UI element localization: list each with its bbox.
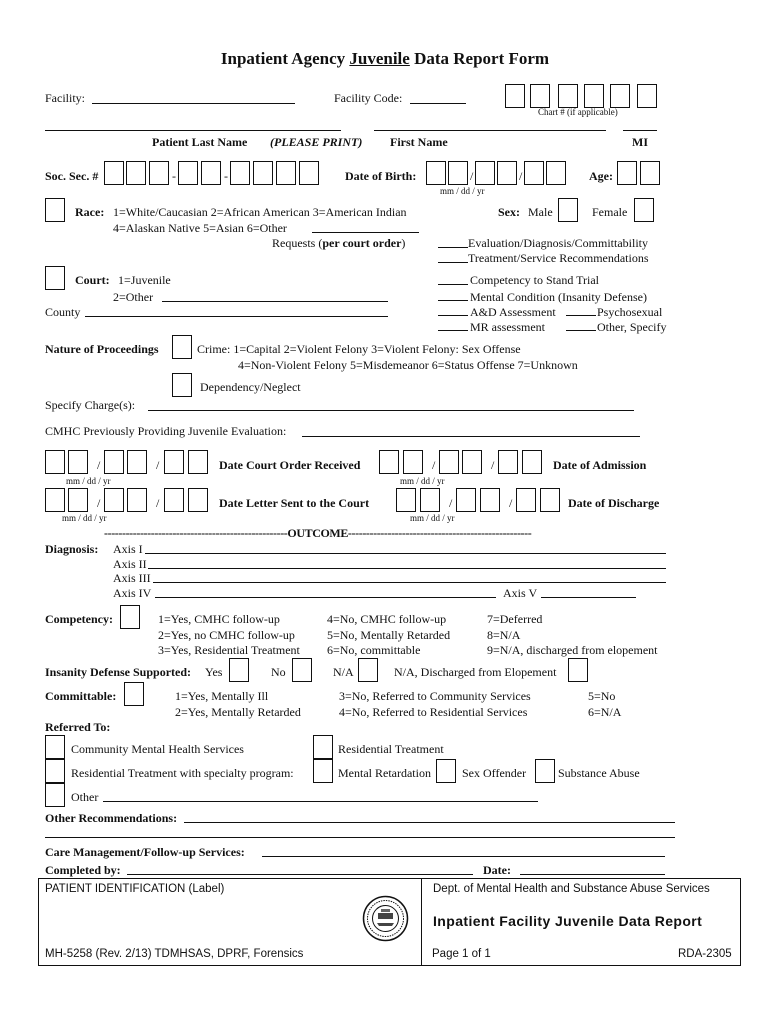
axis-2-label: Axis II bbox=[113, 557, 147, 571]
completed-by-label: Completed by: bbox=[45, 863, 121, 877]
request-ad-label: A&D Assessment bbox=[470, 305, 556, 319]
court-order-dd-2[interactable] bbox=[127, 450, 147, 474]
letter-mm-1[interactable] bbox=[45, 488, 65, 512]
request-competency-field[interactable] bbox=[438, 284, 468, 285]
referral-sex-offender-label: Sex Offender bbox=[462, 766, 527, 780]
proceedings-label: Nature of Proceedings bbox=[45, 342, 159, 356]
referral-cmhs-box[interactable] bbox=[45, 735, 65, 759]
letter-dd-2[interactable] bbox=[127, 488, 147, 512]
court-order-label: Date Court Order Received bbox=[219, 458, 361, 472]
ssn-dash-2: - bbox=[224, 169, 228, 183]
committable-box[interactable] bbox=[124, 682, 144, 706]
referral-residential-box[interactable] bbox=[313, 735, 333, 759]
court-order-dd-1[interactable] bbox=[104, 450, 124, 474]
cmhc-label: CMHC Previously Providing Juvenile Evaluation: bbox=[45, 424, 287, 438]
request-mr-label: MR assessment bbox=[470, 320, 545, 334]
axis-4-field[interactable] bbox=[155, 597, 496, 598]
letter-yr-1[interactable] bbox=[164, 488, 184, 512]
crime-options-1: Crime: 1=Capital 2=Violent Felony 3=Violent Felony: Sex Offense bbox=[197, 342, 521, 356]
axis-4-label: Axis IV bbox=[113, 586, 152, 600]
first-name-label: First Name bbox=[390, 135, 448, 149]
letter-mm-2[interactable] bbox=[68, 488, 88, 512]
committable-opt-2: 2=Yes, Mentally Retarded bbox=[175, 705, 301, 719]
dob-slash-1: / bbox=[470, 169, 474, 183]
competency-opt-9: 9=N/A, discharged from elopement bbox=[487, 643, 658, 657]
ssn-box-1[interactable] bbox=[104, 161, 124, 185]
state-seal-icon bbox=[362, 895, 409, 942]
patient-id-label: PATIENT IDENTIFICATION (Label) bbox=[45, 883, 225, 895]
court-other-field[interactable] bbox=[162, 301, 388, 302]
other-recs-field-1[interactable] bbox=[184, 822, 675, 823]
chart-box-1[interactable] bbox=[505, 84, 525, 108]
sex-female-box[interactable] bbox=[634, 198, 654, 222]
discharge-label: Date of Discharge bbox=[568, 496, 660, 510]
axis-5-field[interactable] bbox=[541, 597, 636, 598]
admission-dd-2[interactable] bbox=[462, 450, 482, 474]
letter-dd-1[interactable] bbox=[104, 488, 124, 512]
dob-box-4[interactable] bbox=[497, 161, 517, 185]
race-other-field[interactable] bbox=[312, 232, 419, 233]
care-mgmt-field[interactable] bbox=[262, 856, 665, 857]
chart-box-3[interactable] bbox=[558, 84, 578, 108]
request-competency-label: Competency to Stand Trial bbox=[470, 273, 599, 287]
crime-box[interactable] bbox=[172, 335, 192, 359]
discharge-dd-2[interactable] bbox=[480, 488, 500, 512]
court-order-slash-2: / bbox=[156, 458, 160, 472]
court-order-mm-2[interactable] bbox=[68, 450, 88, 474]
insanity-no-label: No bbox=[271, 665, 286, 679]
dob-box-1[interactable] bbox=[426, 161, 446, 185]
discharge-mm-1[interactable] bbox=[396, 488, 416, 512]
county-label: County bbox=[45, 305, 81, 319]
age-box-1[interactable] bbox=[617, 161, 637, 185]
chart-box-6[interactable] bbox=[637, 84, 657, 108]
race-box[interactable] bbox=[45, 198, 65, 222]
request-ad-field[interactable] bbox=[438, 315, 468, 316]
ssn-label: Soc. Sec. # bbox=[45, 169, 99, 183]
competency-opt-8: 8=N/A bbox=[487, 628, 521, 642]
age-label: Age: bbox=[589, 169, 613, 183]
insanity-no-box[interactable] bbox=[292, 658, 312, 682]
insanity-na-elope-box[interactable] bbox=[568, 658, 588, 682]
letter-slash-2: / bbox=[156, 496, 160, 510]
referral-other-label: Other bbox=[71, 790, 99, 804]
race-label: Race: bbox=[75, 205, 105, 219]
ssn-box-2[interactable] bbox=[126, 161, 146, 185]
referral-mr-box[interactable] bbox=[313, 759, 333, 783]
referral-specialty-box[interactable] bbox=[45, 759, 65, 783]
axis-3-field[interactable] bbox=[153, 582, 666, 583]
dependency-label: Dependency/Neglect bbox=[200, 380, 301, 394]
dob-box-2[interactable] bbox=[448, 161, 468, 185]
request-treatment-field[interactable] bbox=[438, 262, 468, 263]
mi-label: MI bbox=[632, 135, 648, 149]
insanity-na-box[interactable] bbox=[358, 658, 378, 682]
admission-mm-2[interactable] bbox=[403, 450, 423, 474]
dob-box-5[interactable] bbox=[524, 161, 544, 185]
admission-yr-2[interactable] bbox=[522, 450, 542, 474]
letter-slash-1: / bbox=[97, 496, 101, 510]
request-treatment-label: Treatment/Service Recommendations bbox=[468, 251, 649, 265]
competency-opt-6: 6=No, committable bbox=[327, 643, 421, 657]
please-print-label: (PLEASE PRINT) bbox=[270, 135, 363, 149]
competency-opt-5: 5=No, Mentally Retarded bbox=[327, 628, 451, 642]
request-mental-condition-field[interactable] bbox=[438, 300, 468, 301]
first-name-field[interactable] bbox=[374, 130, 606, 131]
competency-opt-2: 2=Yes, no CMHC follow-up bbox=[158, 628, 295, 642]
request-mental-condition-label: Mental Condition (Insanity Defense) bbox=[470, 290, 647, 304]
referral-specialty-label: Residential Treatment with specialty program: bbox=[71, 766, 294, 780]
referral-mr-label: Mental Retardation bbox=[338, 766, 431, 780]
competency-opt-3: 3=Yes, Residential Treatment bbox=[158, 643, 300, 657]
discharge-slash-2: / bbox=[509, 496, 513, 510]
axis-5-label: Axis V bbox=[503, 586, 538, 600]
committable-label: Committable: bbox=[45, 689, 117, 703]
other-recs-label: Other Recommendations: bbox=[45, 811, 178, 825]
facility-field[interactable] bbox=[92, 103, 295, 104]
competency-opt-4: 4=No, CMHC follow-up bbox=[327, 612, 447, 626]
discharge-hint: mm / dd / yr bbox=[410, 513, 455, 523]
insanity-yes-label: Yes bbox=[205, 665, 223, 679]
chart-box-4[interactable] bbox=[584, 84, 604, 108]
dept-label: Dept. of Mental Health and Substance Abuse Services bbox=[433, 883, 710, 895]
axis-1-label: Axis I bbox=[113, 542, 143, 556]
completed-by-field[interactable] bbox=[127, 874, 473, 875]
court-order-mm-1[interactable] bbox=[45, 450, 65, 474]
specify-charges-label: Specify Charge(s): bbox=[45, 398, 136, 412]
county-field[interactable] bbox=[85, 316, 388, 317]
date-field[interactable] bbox=[520, 874, 665, 875]
request-eval-field[interactable] bbox=[438, 247, 468, 248]
request-psychosexual-label: Psychosexual bbox=[597, 305, 663, 319]
ssn-dash-1: - bbox=[172, 169, 176, 183]
ssn-box-4[interactable] bbox=[178, 161, 198, 185]
committable-opt-1: 1=Yes, Mentally Ill bbox=[175, 689, 269, 703]
age-box-2[interactable] bbox=[640, 161, 660, 185]
admission-slash-2: / bbox=[491, 458, 495, 472]
ssn-box-9[interactable] bbox=[299, 161, 319, 185]
competency-label: Competency: bbox=[45, 612, 113, 626]
request-eval-label: Evaluation/Diagnosis/Committability bbox=[468, 236, 648, 250]
admission-slash-1: / bbox=[432, 458, 436, 472]
dob-box-3[interactable] bbox=[475, 161, 495, 185]
chart-box-5[interactable] bbox=[610, 84, 630, 108]
court-order-yr-2[interactable] bbox=[188, 450, 208, 474]
cmhc-field[interactable] bbox=[302, 436, 640, 437]
chart-box-2[interactable] bbox=[530, 84, 550, 108]
court-option-1: 1=Juvenile bbox=[118, 273, 171, 287]
admission-dd-1[interactable] bbox=[439, 450, 459, 474]
referral-sex-offender-box[interactable] bbox=[436, 759, 456, 783]
request-mr-field[interactable] bbox=[438, 330, 468, 331]
committable-opt-3: 3=No, Referred to Community Services bbox=[339, 689, 531, 703]
court-box[interactable] bbox=[45, 266, 65, 290]
ssn-box-6[interactable] bbox=[230, 161, 250, 185]
discharge-yr-1[interactable] bbox=[516, 488, 536, 512]
admission-mm-1[interactable] bbox=[379, 450, 399, 474]
care-mgmt-label: Care Management/Follow-up Services: bbox=[45, 845, 245, 859]
requests-label: Requests (per court order) bbox=[272, 236, 406, 250]
admission-label: Date of Admission bbox=[553, 458, 647, 472]
other-recs-field-2[interactable] bbox=[45, 837, 675, 838]
axis-2-field[interactable] bbox=[148, 568, 666, 569]
discharge-mm-2[interactable] bbox=[420, 488, 440, 512]
referral-substance-box[interactable] bbox=[535, 759, 555, 783]
competency-opt-1: 1=Yes, CMHC follow-up bbox=[158, 612, 280, 626]
court-order-yr-1[interactable] bbox=[164, 450, 184, 474]
admission-hint: mm / dd / yr bbox=[400, 476, 445, 486]
letter-hint: mm / dd / yr bbox=[62, 513, 107, 523]
insanity-yes-box[interactable] bbox=[229, 658, 249, 682]
insanity-na-label: N/A bbox=[333, 665, 354, 679]
axis-3-label: Axis III bbox=[113, 571, 151, 585]
axis-1-field[interactable] bbox=[145, 553, 666, 554]
committable-opt-5: 5=No bbox=[588, 689, 616, 703]
sex-label: Sex: bbox=[498, 205, 520, 219]
specify-charges-field[interactable] bbox=[148, 410, 634, 411]
court-order-slash-1: / bbox=[97, 458, 101, 472]
dob-label: Date of Birth: bbox=[345, 169, 417, 183]
request-psychosexual-field[interactable] bbox=[566, 315, 596, 316]
dob-slash-2: / bbox=[519, 169, 523, 183]
diagnosis-label: Diagnosis: bbox=[45, 542, 99, 556]
ssn-box-8[interactable] bbox=[276, 161, 296, 185]
court-option-2: 2=Other bbox=[113, 290, 154, 304]
referral-residential-label: Residential Treatment bbox=[338, 742, 444, 756]
form-number: MH-5258 (Rev. 2/13) TDMHSAS, DPRF, Forensics bbox=[45, 948, 304, 960]
referral-substance-label: Substance Abuse bbox=[558, 766, 640, 780]
dob-box-6[interactable] bbox=[546, 161, 566, 185]
discharge-dd-1[interactable] bbox=[456, 488, 476, 512]
form-title: Inpatient Agency Juvenile Data Report Form bbox=[220, 49, 550, 68]
letter-sent-label: Date Letter Sent to the Court bbox=[219, 496, 370, 510]
request-other-field[interactable] bbox=[566, 330, 596, 331]
mi-field[interactable] bbox=[623, 130, 657, 131]
date-label: Date: bbox=[483, 863, 511, 877]
last-name-field[interactable] bbox=[45, 130, 341, 131]
competency-box[interactable] bbox=[120, 605, 140, 629]
race-options-1: 1=White/Caucasian 2=African American 3=American Indian bbox=[113, 205, 407, 219]
ssn-box-5[interactable] bbox=[201, 161, 221, 185]
letter-yr-2[interactable] bbox=[188, 488, 208, 512]
rda-number: RDA-2305 bbox=[678, 948, 732, 960]
court-label: Court: bbox=[75, 273, 110, 287]
report-title: Inpatient Facility Juvenile Data Report bbox=[433, 913, 703, 929]
facility-code-field[interactable] bbox=[410, 103, 466, 104]
committable-opt-4: 4=No, Referred to Residential Services bbox=[339, 705, 528, 719]
insanity-label: Insanity Defense Supported: bbox=[45, 665, 192, 679]
referral-cmhs-label: Community Mental Health Services bbox=[71, 742, 244, 756]
crime-options-2: 4=Non-Violent Felony 5=Misdemeanor 6=Status Offense 7=Unknown bbox=[238, 358, 578, 372]
ssn-box-7[interactable] bbox=[253, 161, 273, 185]
outcome-divider: ---------------------------------------------------OUTCOME--------------------------------------------------- bbox=[104, 526, 532, 540]
facility-code-label: Facility Code: bbox=[334, 91, 403, 105]
court-order-hint: mm / dd / yr bbox=[66, 476, 111, 486]
chart-caption: Chart # (if applicable) bbox=[538, 107, 618, 117]
committable-opt-6: 6=N/A bbox=[588, 705, 622, 719]
race-options-2: 4=Alaskan Native 5=Asian 6=Other bbox=[113, 221, 287, 235]
insanity-na-elope-label: N/A, Discharged from Elopement bbox=[394, 665, 557, 679]
dependency-box[interactable] bbox=[172, 373, 192, 397]
referral-other-box[interactable] bbox=[45, 783, 65, 807]
dob-hint: mm / dd / yr bbox=[440, 186, 485, 196]
referred-label: Referred To: bbox=[45, 720, 111, 734]
discharge-yr-2[interactable] bbox=[540, 488, 560, 512]
ssn-box-3[interactable] bbox=[149, 161, 169, 185]
page-number: Page 1 of 1 bbox=[432, 948, 491, 960]
sex-male-label: Male bbox=[528, 205, 553, 219]
discharge-slash-1: / bbox=[449, 496, 453, 510]
request-other-label: Other, Specify bbox=[597, 320, 667, 334]
competency-opt-7: 7=Deferred bbox=[487, 612, 543, 626]
last-name-label: Patient Last Name bbox=[152, 135, 248, 149]
admission-yr-1[interactable] bbox=[498, 450, 518, 474]
sex-male-box[interactable] bbox=[558, 198, 578, 222]
referral-other-field[interactable] bbox=[103, 801, 538, 802]
sex-female-label: Female bbox=[592, 205, 628, 219]
facility-label: Facility: bbox=[45, 91, 85, 105]
